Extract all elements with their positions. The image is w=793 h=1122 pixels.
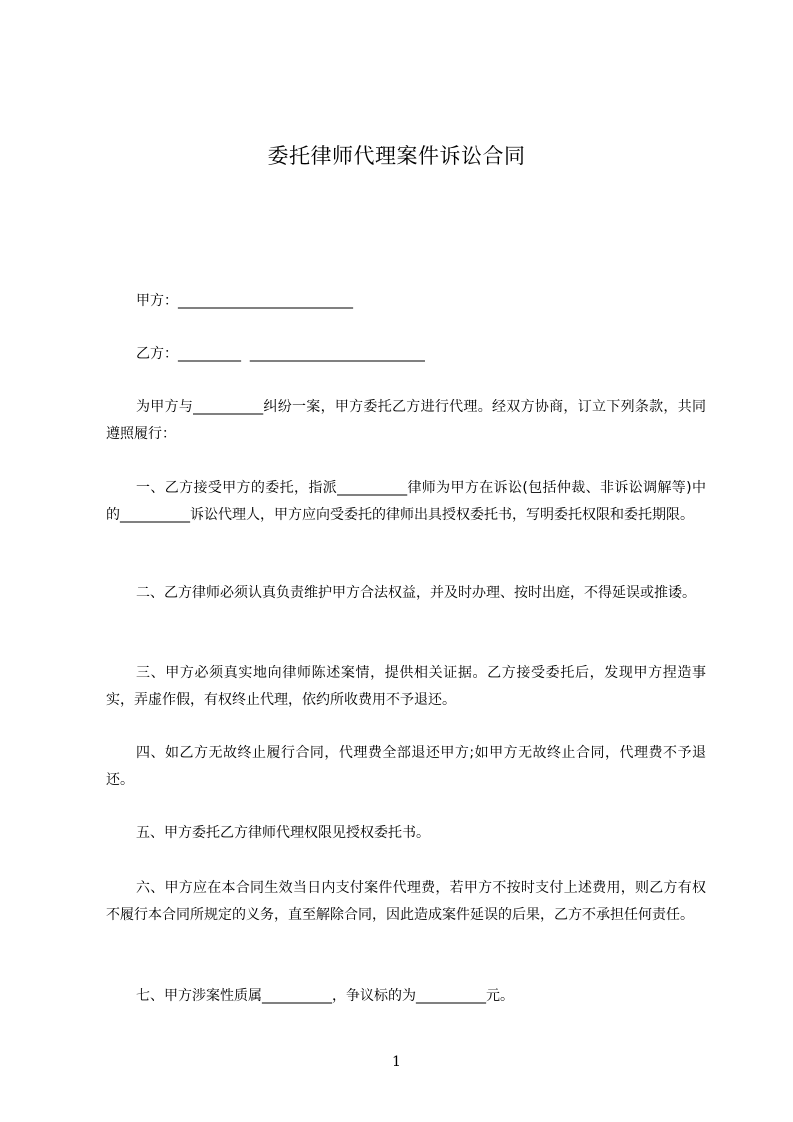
party-a-line: 甲方：_________________________ — [136, 293, 353, 309]
document-title: 委托律师代理案件诉讼合同 — [267, 144, 526, 168]
clause-7: 七、甲方涉案性质属__________，争议标的为__________元。 — [136, 988, 514, 1004]
clause-6: 六、甲方应在本合同生效当日内支付案件代理费，若甲方不按时支付上述费用，则乙方有权不履行本合同所规定的义务，直至解除合同，因此造成案件延误的后果，乙方不承担任何责任。 — [106, 880, 706, 923]
preamble-paragraph: 为甲方与__________纠纷一案，甲方委托乙方进行代理。经双方协商，订立下列条款，共同遵照履行： — [106, 399, 706, 442]
page-number: 1 — [392, 1054, 401, 1070]
party-b-line: 乙方：_________ _________________________ — [136, 346, 425, 362]
clause-2: 二、乙方律师必须认真负责维护甲方合法权益，并及时办理、按时出庭，不得延误或推诿。 — [136, 585, 696, 601]
clause-1: 一、乙方接受甲方的委托，指派__________律师为甲方在诉讼(包括仲裁、非诉讼调解等)中的__________诉讼代理人，甲方应向受委托的律师出具授权委托书，写明委托权限和委托期限。 — [106, 480, 706, 523]
clause-3: 三、甲方必须真实地向律师陈述案情，提供相关证据。乙方接受委托后，发现甲方捏造事实，弄虚作假，有权终止代理，依约所收费用不予退还。 — [106, 665, 706, 708]
clause-5: 五、甲方委托乙方律师代理权限见授权委托书。 — [136, 825, 430, 841]
clause-4: 四、如乙方无故终止履行合同，代理费全部退还甲方;如甲方无故终止合同，代理费不予退还。 — [106, 745, 706, 788]
